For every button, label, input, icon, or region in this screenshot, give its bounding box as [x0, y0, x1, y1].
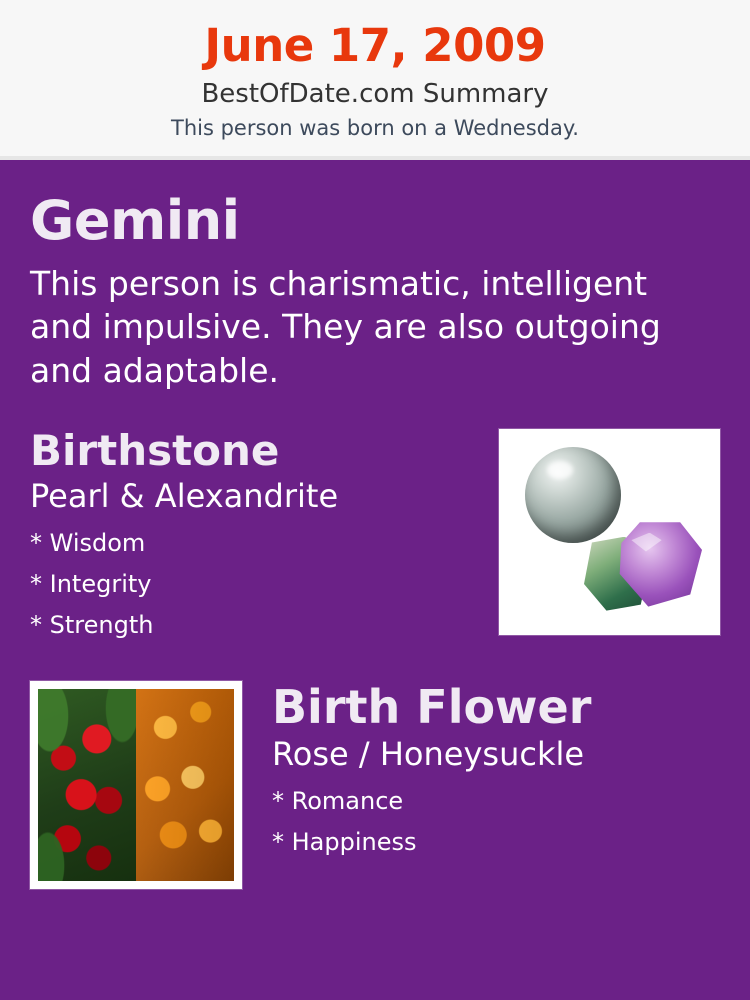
honeysuckle-icon	[136, 689, 234, 881]
alexandrite-icon	[584, 515, 702, 619]
list-item: * Integrity	[30, 569, 152, 598]
birthstone-section	[30, 425, 720, 639]
list-item: * Wisdom	[30, 528, 146, 557]
birth-flower-photo-frame	[30, 681, 242, 889]
list-item: * Happiness	[272, 828, 417, 857]
birth-flower-text	[272, 679, 592, 857]
site-summary-label: BestOfDate.com Summary	[201, 79, 549, 110]
birth-flower-title: Birth Flower	[272, 679, 592, 734]
birth-flower-trait-list	[272, 787, 591, 857]
zodiac-description: This person is charismatic, intelligent and impulsive. They are also outgoing and adaptable.	[30, 263, 661, 391]
birth-flower-names: Rose / Honeysuckle	[272, 735, 585, 774]
zodiac-sign-name: Gemini	[30, 188, 240, 252]
rose-and-honeysuckle-icon	[38, 689, 234, 881]
birth-weekday-note: This person was born on a Wednesday.	[171, 115, 579, 140]
card-body	[0, 160, 750, 1000]
card-header	[0, 0, 750, 160]
birth-flower-section	[30, 681, 720, 889]
red-roses-icon	[38, 689, 136, 881]
zodiac-section	[30, 188, 720, 393]
list-item: * Romance	[272, 787, 404, 816]
birthstone-title: Birthstone	[30, 425, 280, 475]
birthstone-names: Pearl & Alexandrite	[30, 476, 339, 515]
birthstone-trait-list	[30, 528, 338, 639]
list-item: * Strength	[30, 610, 154, 639]
birthstone-text	[30, 425, 339, 639]
page-title: June 17, 2009	[204, 19, 546, 72]
pearl-and-alexandrite-icon	[507, 437, 712, 627]
birthstone-photo-frame	[499, 429, 720, 635]
